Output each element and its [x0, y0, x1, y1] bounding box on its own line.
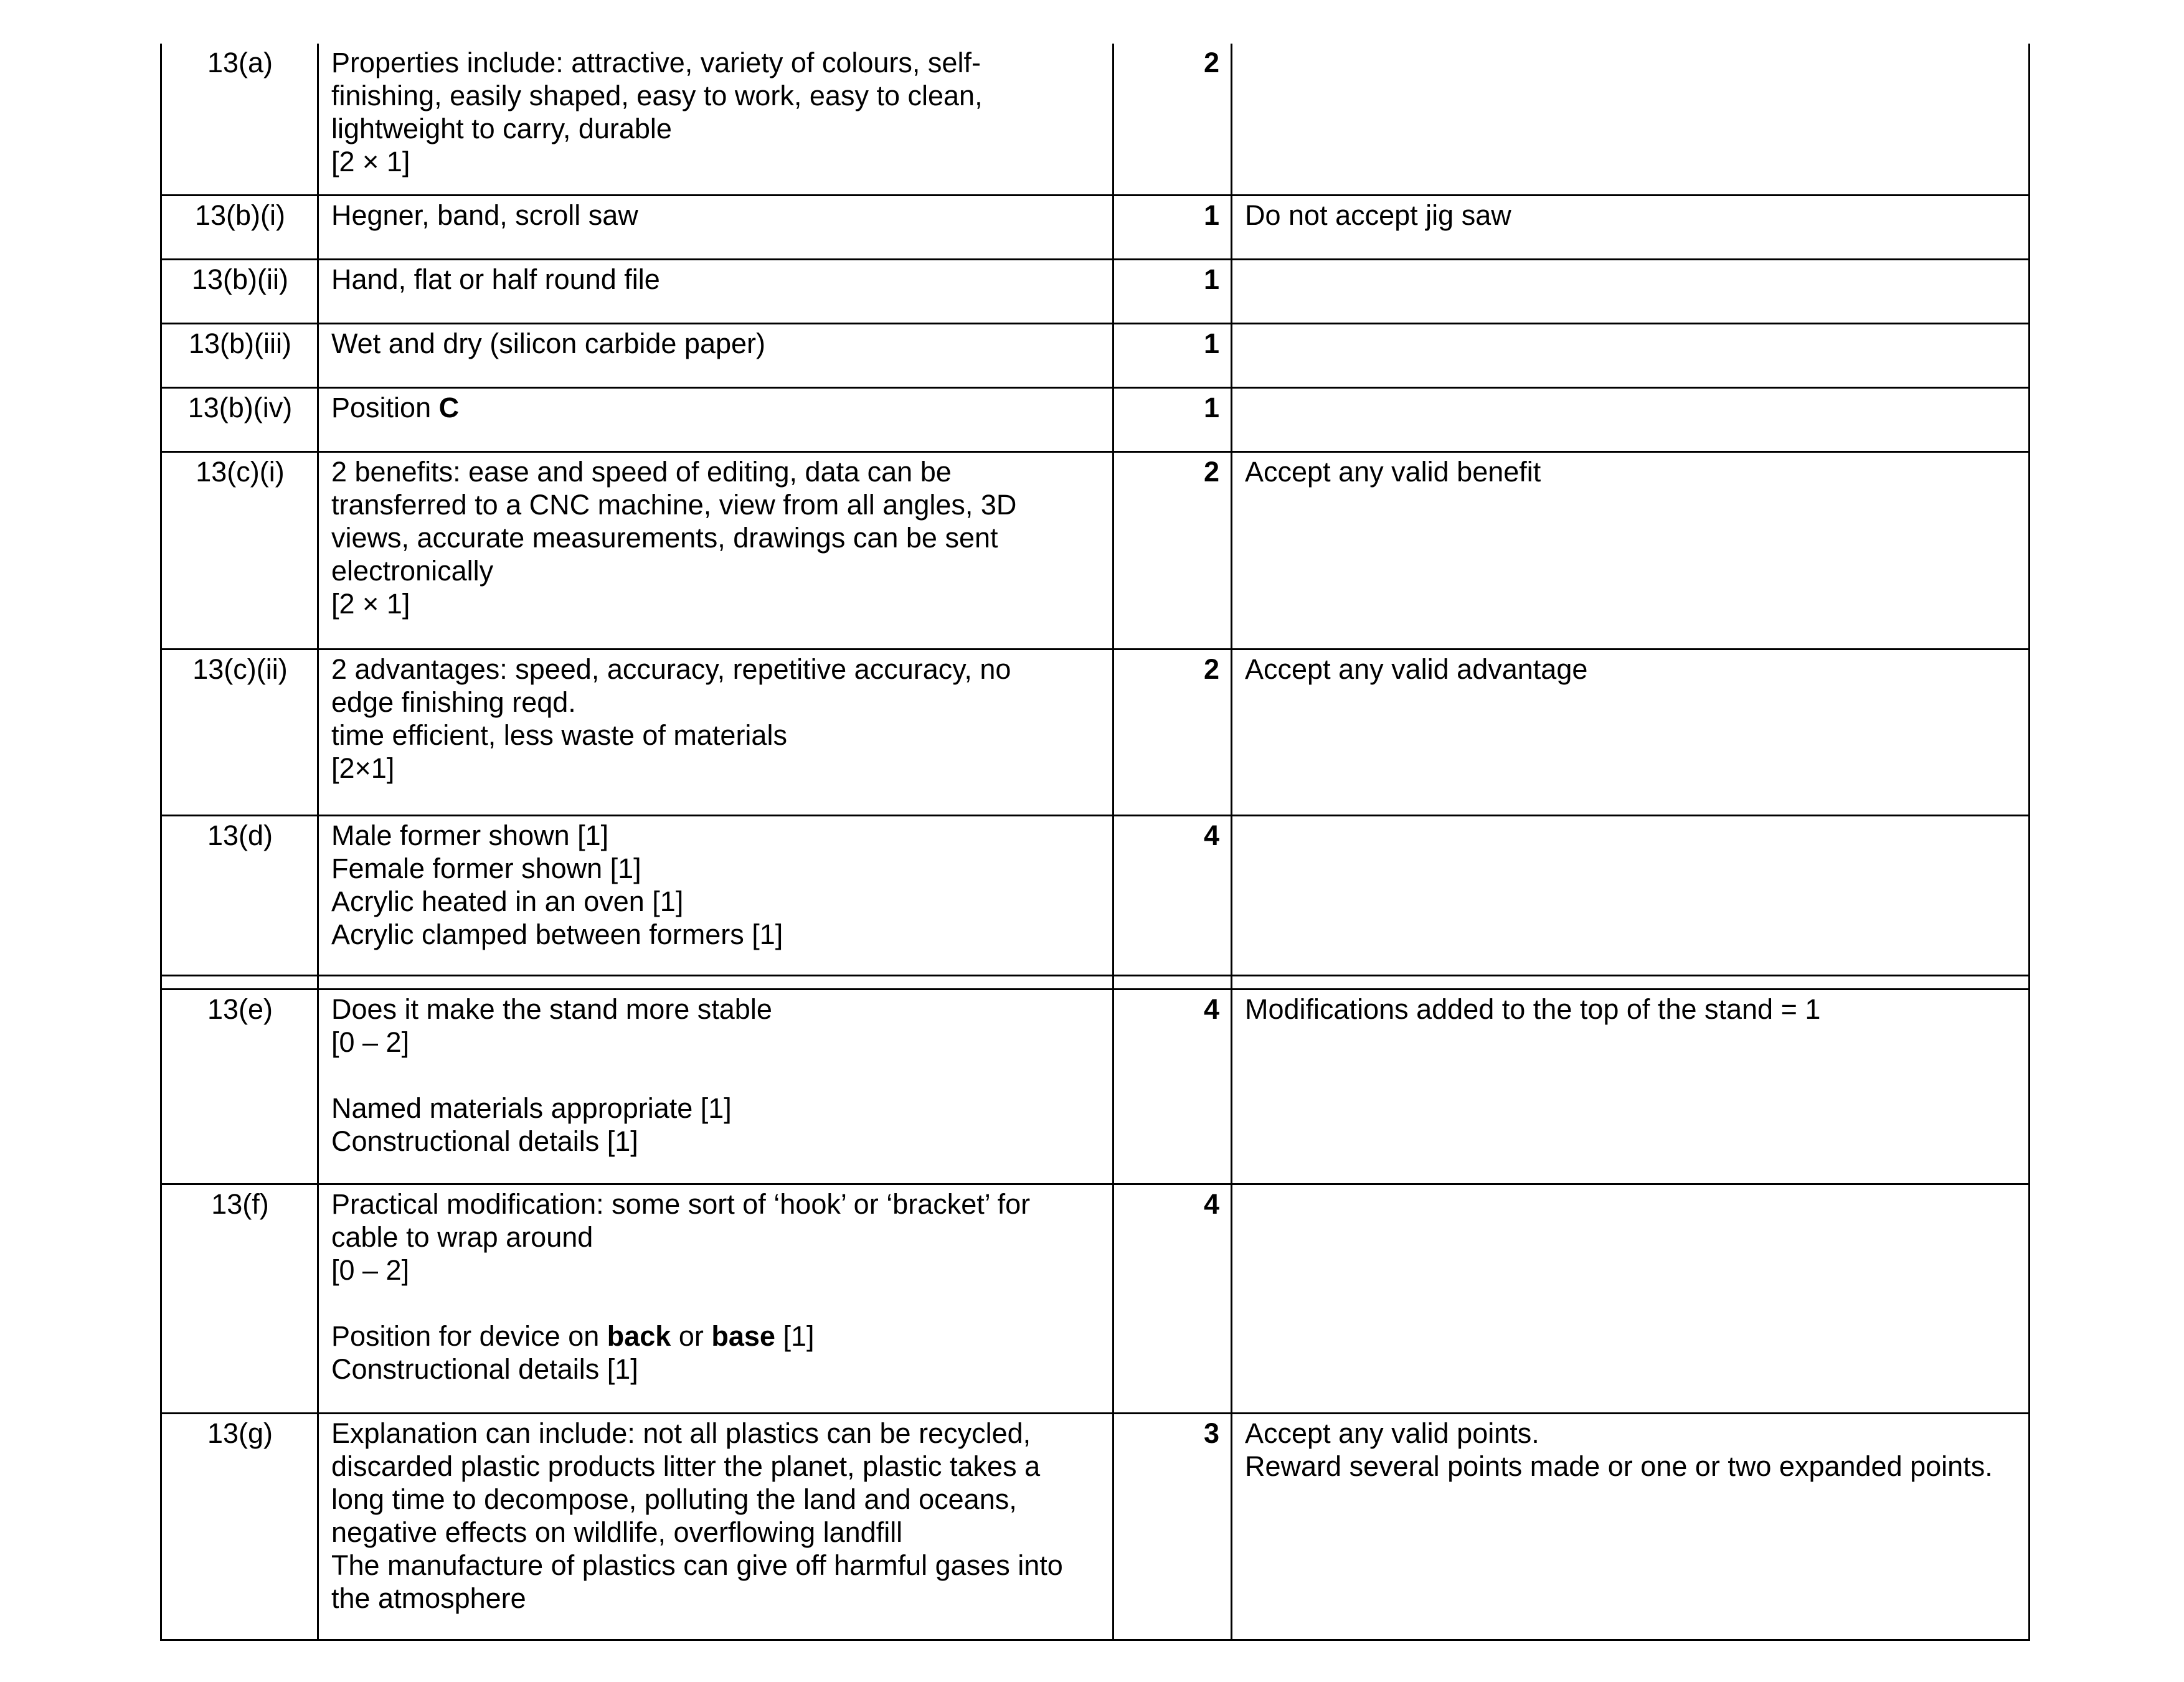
answer-text: Position	[331, 391, 439, 423]
guidance-cell	[1232, 451, 2030, 649]
guidance-line: Modifications added to the top of the stand = 1	[1245, 993, 1821, 1025]
answer-line: Constructional details [1]	[331, 1125, 638, 1157]
answer-line: The manufacture of plastics can give off harmful gases into	[331, 1549, 1063, 1581]
answer-line: [2 × 1]	[331, 587, 410, 620]
guidance-cell	[1232, 815, 2030, 975]
answer-line	[331, 391, 1101, 424]
marks-cell: 2	[1113, 649, 1232, 815]
marks-cell: 4	[1113, 1184, 1232, 1413]
spacer-cell	[161, 975, 318, 989]
answer-cell	[318, 195, 1113, 259]
answer-cell	[318, 989, 1113, 1184]
spacer-cell	[318, 975, 1113, 989]
answer-cell	[318, 1413, 1113, 1640]
marks-cell: 1	[1113, 259, 1232, 323]
answer-text: or	[671, 1320, 712, 1352]
question-number: 13(c)(ii)	[161, 649, 318, 815]
answer-cell	[318, 1184, 1113, 1413]
marks-cell: 1	[1113, 195, 1232, 259]
table-row	[161, 1184, 2030, 1413]
answer-line: electronically	[331, 554, 494, 587]
answer-line: 2 advantages: speed, accuracy, repetitive accuracy, no	[331, 653, 1011, 685]
answer-line: 2 benefits: ease and speed of editing, data can be	[331, 455, 952, 488]
answer-line: lightweight to carry, durable	[331, 113, 672, 144]
marks-cell: 3	[1113, 1413, 1232, 1640]
answer-line: Named materials appropriate [1]	[331, 1092, 732, 1124]
answer-line: long time to decompose, polluting the land and oceans,	[331, 1483, 1017, 1515]
question-number: 13(c)(i)	[161, 451, 318, 649]
guidance-cell	[1232, 259, 2030, 323]
answer-line: Acrylic heated in an oven [1]	[331, 885, 684, 917]
table-row	[161, 815, 2030, 975]
answer-bold-text: C	[438, 391, 460, 423]
answer-line: finishing, easily shaped, easy to work, easy to clean,	[331, 80, 983, 111]
spacer-row	[161, 975, 2030, 989]
answer-line: transferred to a CNC machine, view from all angles, 3D	[331, 488, 1017, 521]
answer-cell	[318, 649, 1113, 815]
answer-line: Explanation can include: not all plastics can be recycled,	[331, 1417, 1031, 1449]
answer-line: [0 – 2]	[331, 1254, 410, 1286]
answer-line: edge finishing reqd.	[331, 686, 576, 718]
spacer-cell	[1113, 975, 1232, 989]
table-row	[161, 323, 2030, 387]
question-number: 13(f)	[161, 1184, 318, 1413]
marks-cell: 2	[1113, 44, 1232, 195]
table-row	[161, 44, 2030, 195]
answer-line: [0 – 2]	[331, 1026, 410, 1058]
answer-line: Acrylic clamped between formers [1]	[331, 918, 783, 950]
guidance-line: Reward several points made or one or two expanded points.	[1245, 1450, 1993, 1482]
answer-line: time efficient, less waste of materials	[331, 719, 787, 751]
guidance-line: Do not accept jig saw	[1245, 199, 1511, 231]
guidance-cell	[1232, 195, 2030, 259]
table-row	[161, 387, 2030, 451]
table-row	[161, 649, 2030, 815]
answer-bold-text: back	[607, 1320, 671, 1352]
answer-line	[331, 1320, 1101, 1353]
answer-cell	[318, 44, 1113, 195]
guidance-line: Accept any valid advantage	[1245, 653, 1588, 685]
answer-cell	[318, 259, 1113, 323]
answer-line: discarded plastic products litter the planet, plastic takes a	[331, 1450, 1041, 1482]
table-row	[161, 989, 2030, 1184]
mark-scheme-table	[160, 44, 2030, 1641]
table-row	[161, 195, 2030, 259]
answer-line: Properties include: attractive, variety of colours, self-	[331, 47, 981, 78]
guidance-cell	[1232, 387, 2030, 451]
answer-line: [2×1]	[331, 752, 395, 784]
guidance-cell	[1232, 323, 2030, 387]
question-number: 13(g)	[161, 1413, 318, 1640]
guidance-line: Accept any valid benefit	[1245, 455, 1541, 488]
question-number: 13(b)(iv)	[161, 387, 318, 451]
answer-bold-text: base	[711, 1320, 775, 1352]
guidance-cell	[1232, 1184, 2030, 1413]
answer-cell	[318, 815, 1113, 975]
answer-cell	[318, 451, 1113, 649]
answer-line: Hegner, band, scroll saw	[331, 199, 638, 231]
marks-cell: 1	[1113, 387, 1232, 451]
question-number: 13(b)(ii)	[161, 259, 318, 323]
mark-scheme-page	[160, 44, 2028, 1641]
answer-text: Position for device on	[331, 1320, 607, 1352]
answer-line: Male former shown [1]	[331, 819, 609, 851]
marks-cell: 1	[1113, 323, 1232, 387]
table-row	[161, 259, 2030, 323]
guidance-line: Accept any valid points.	[1245, 1417, 1539, 1449]
marks-cell: 2	[1113, 451, 1232, 649]
marks-cell: 4	[1113, 815, 1232, 975]
answer-line: views, accurate measurements, drawings can be sent	[331, 521, 998, 554]
answer-line: Practical modification: some sort of ‘hook’ or ‘bracket’ for	[331, 1188, 1031, 1220]
blank-line	[331, 1059, 1101, 1092]
answer-cell	[318, 387, 1113, 451]
answer-line: negative effects on wildlife, overflowing landfill	[331, 1516, 903, 1548]
guidance-cell	[1232, 44, 2030, 195]
answer-text: [1]	[775, 1320, 815, 1352]
question-number: 13(b)(iii)	[161, 323, 318, 387]
table-row	[161, 1413, 2030, 1640]
spacer-cell	[1232, 975, 2030, 989]
question-number: 13(b)(i)	[161, 195, 318, 259]
answer-line: the atmosphere	[331, 1582, 526, 1614]
answer-line: Wet and dry (silicon carbide paper)	[331, 327, 765, 359]
answer-line: Hand, flat or half round file	[331, 263, 660, 295]
guidance-cell	[1232, 649, 2030, 815]
guidance-cell	[1232, 1413, 2030, 1640]
answer-line: Does it make the stand more stable	[331, 993, 772, 1025]
answer-cell	[318, 323, 1113, 387]
answer-line: Female former shown [1]	[331, 852, 641, 884]
guidance-cell	[1232, 989, 2030, 1184]
blank-line	[331, 1287, 1101, 1320]
marks-cell: 4	[1113, 989, 1232, 1184]
question-number: 13(d)	[161, 815, 318, 975]
answer-line: [2 × 1]	[331, 146, 410, 177]
answer-line: Constructional details [1]	[331, 1353, 638, 1385]
question-number: 13(a)	[161, 44, 318, 195]
question-number: 13(e)	[161, 989, 318, 1184]
table-row	[161, 451, 2030, 649]
answer-line: cable to wrap around	[331, 1221, 593, 1253]
